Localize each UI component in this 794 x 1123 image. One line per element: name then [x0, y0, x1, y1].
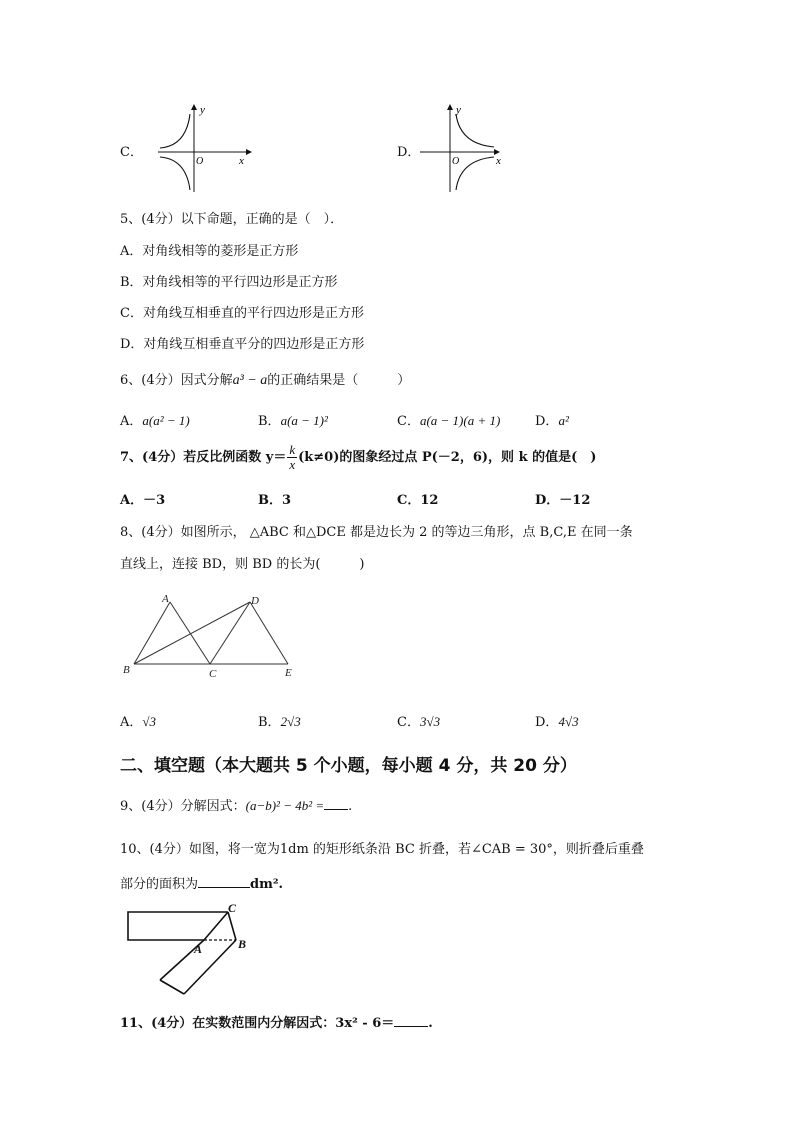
q7-option-a: A．－3: [120, 493, 166, 508]
q6-option-c: C．a(a − 1)(a + 1): [397, 413, 501, 429]
q8-option-a: A．√3: [120, 714, 157, 730]
hyperbola-branch-lower: [160, 157, 190, 190]
q7-option-b: B．3: [258, 493, 292, 508]
q8-option-d: D．4√3: [535, 714, 579, 730]
q8-option-b: B．2√3: [258, 714, 301, 730]
q4-option-c-label: C．: [120, 145, 143, 160]
point-a-label: A: [194, 942, 203, 956]
q9-stem: 9、(4分）分解因式：(a−b)² − 4b² = .: [120, 798, 353, 814]
q8-triangles-figure: [118, 590, 308, 682]
q11-answer-blank: [394, 1014, 428, 1027]
q4-option-d-graph: [418, 100, 518, 195]
axis-y-label: y: [200, 104, 205, 116]
origin-label: O: [196, 156, 204, 167]
point-d-label: D: [251, 595, 259, 607]
q8-stem-line1: 8、(4分）如图所示， △ABC 和△DCE 都是边长为 2 的等边三角形，点 B,C,E 在同一条: [120, 525, 633, 540]
q6-option-b: B．a(a − 1)²: [258, 413, 328, 429]
svg-text:O: O: [452, 156, 460, 167]
axis-x-label: x: [239, 155, 244, 167]
svg-text:x: x: [496, 155, 501, 167]
q6-expr: a³ − a: [232, 373, 268, 388]
q7-stem: 7、(4分）若反比例函数 y＝ $\frac{k}{x}$ (k≠0)的图象经过点 P(－2，6)，则 k 的值是( ): [120, 442, 597, 472]
point-b-label: B: [238, 937, 247, 951]
point-c-label: C: [209, 668, 217, 680]
q10-folded-strip-figure: [120, 898, 260, 1002]
point-b-label: B: [123, 664, 130, 676]
q7-option-c: C．12: [397, 493, 439, 508]
q7-option-d: D．－12: [535, 493, 591, 508]
q8-stem-line2: 直线上，连接 BD，则 BD 的长为( ): [120, 557, 365, 572]
q10-stem-line1: 10、(4分）如图，将一宽为1dm 的矩形纸条沿 BC 折叠，若∠CAB = 30°，则折叠后重叠: [120, 842, 644, 857]
q9-answer-blank: [324, 797, 348, 810]
q10-answer-blank: [198, 875, 250, 888]
point-e-label: E: [285, 667, 292, 679]
point-a-label: A: [162, 593, 169, 605]
hyperbola-branch-upper: [160, 114, 190, 148]
section2-title: 二、填空题（本大题共 5 个小题，每小题 4 分，共 20 分）: [120, 756, 577, 776]
q4-option-c-graph: [150, 100, 260, 195]
q6-option-a: A．a(a² − 1): [120, 413, 190, 429]
q6-stem: 6、(4分）因式分解a³ − a的正确结果是（ ）: [120, 373, 411, 388]
q10-stem-line2: 部分的面积为 dm².: [120, 877, 284, 892]
q6-option-d: D．a²: [535, 413, 569, 429]
q5-stem: 5、(4分）以下命题，正确的是（ ）．: [120, 212, 344, 227]
q11-stem: 11、(4分）在实数范围内分解因式：3x² - 6＝ .: [120, 1016, 433, 1031]
q5-option-c: C．对角线互相垂直的平行四边形是正方形: [120, 306, 364, 321]
point-c-label: C: [228, 901, 237, 915]
q5-option-a: A．对角线相等的菱形是正方形: [120, 244, 299, 259]
q5-option-d: D．对角线互相垂直平分的四边形是正方形: [120, 337, 365, 352]
svg-text:y: y: [456, 104, 461, 116]
q4-option-d-label: D．: [397, 145, 421, 160]
q5-option-b: B．对角线相等的平行四边形是正方形: [120, 275, 338, 290]
q8-option-c: C．3√3: [397, 714, 441, 730]
